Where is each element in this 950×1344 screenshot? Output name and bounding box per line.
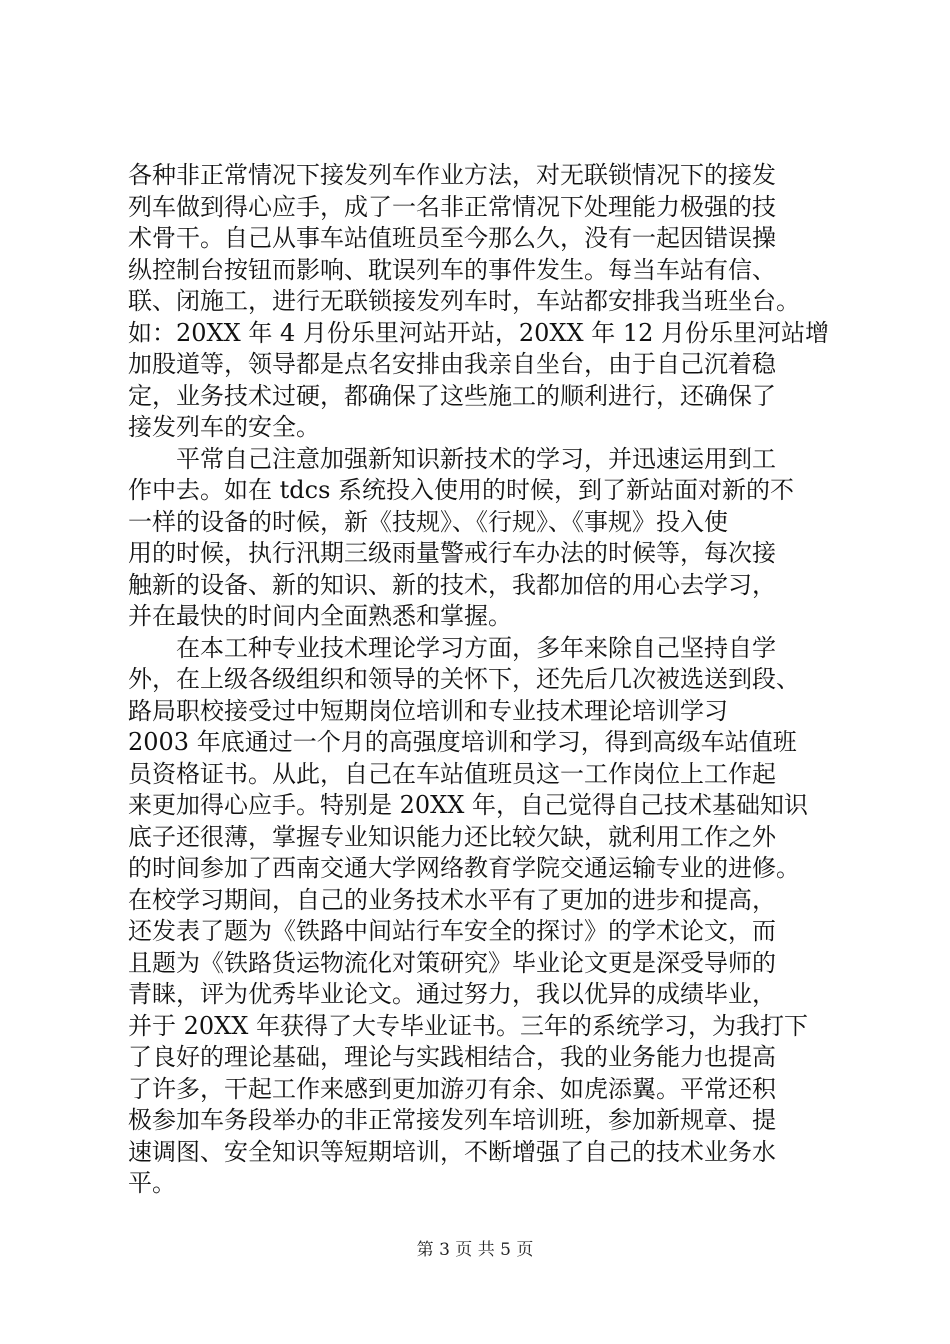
text-line: 了许多，干起工作来感到更加游刃有余、如虎添翼。平常还积 xyxy=(128,1074,776,1103)
text-line: 还发表了题为《铁路中间站行车安全的探讨》的学术论文，而 xyxy=(128,917,776,945)
text-line: 来更加得心应手。特别是 20XX 年，自己觉得自己技术基础知识 xyxy=(128,791,808,819)
text-line: 并在最快的时间内全面熟悉和掌握。 xyxy=(128,602,512,630)
text-line: 员资格证书。从此，自己在车站值班员这一工作岗位上工作起 xyxy=(128,759,776,788)
text-line: 在校学习期间，自己的业务技术水平有了更加的进步和提高， xyxy=(128,885,776,914)
text-line: 触新的设备、新的知识、新的技术，我都加倍的用心去学习， xyxy=(128,570,776,599)
document-body xyxy=(128,160,858,1200)
text-line: 一样的设备的时候，新《技规》、《行规》、《事规》投入使 xyxy=(128,507,728,536)
text-line: 外，在上级各级组织和领导的关怀下，还先后几次被选送到段、 xyxy=(128,665,800,693)
text-line: 平。 xyxy=(128,1169,176,1197)
text-line: 加股道等，领导都是点名安排由我亲自坐台，由于自己沉着稳 xyxy=(128,350,776,378)
text-line: 联、闭施工，进行无联锁接发列车时，车站都安排我当班坐台。 xyxy=(128,287,800,315)
text-line: 平常自己注意加强新知识新技术的学习，并迅速运用到工 xyxy=(128,444,776,473)
text-line: 且题为《铁路货运物流化对策研究》毕业论文更是深受导师的 xyxy=(128,948,776,977)
text-line: 并于 20XX 年获得了大专毕业证书。三年的系统学习，为我打下 xyxy=(128,1011,808,1040)
text-line: 列车做到得心应手，成了一名非正常情况下处理能力极强的技 xyxy=(128,192,776,221)
text-line: 在本工种专业技术理论学习方面，多年来除自己坚持自学 xyxy=(128,633,776,662)
text-line: 作中去。如在 tdcs 系统投入使用的时候，到了新站面对新的不 xyxy=(128,476,795,504)
text-line: 术骨干。自己从事车站值班员至今那么久，没有一起因错误操 xyxy=(128,224,776,252)
text-line: 纵控制台按钮而影响、耽误列车的事件发生。每当车站有信、 xyxy=(128,255,776,284)
text-line: 底子还很薄，掌握专业知识能力还比较欠缺，就利用工作之外 xyxy=(128,822,776,851)
text-line: 如：20XX 年 4 月份乐里河站开站，20XX 年 12 月份乐里河站增 xyxy=(128,318,830,347)
text-line: 路局职校接受过中短期岗位培训和专业技术理论培训学习 xyxy=(128,696,728,725)
text-line: 青睐，评为优秀毕业论文。通过努力，我以优异的成绩毕业， xyxy=(128,980,776,1008)
text-line: 极参加车务段举办的非正常接发列车培训班，参加新规章、提 xyxy=(128,1106,776,1134)
text-line: 的时间参加了西南交通大学网络教育学院交通运输专业的进修。 xyxy=(128,854,800,882)
page-footer: 第 3 页 共 5 页 xyxy=(416,1240,534,1260)
text-line: 2003 年底通过一个月的高强度培训和学习，得到高级车站值班 xyxy=(128,728,797,756)
text-line: 速调图、安全知识等短期培训，不断增强了自己的技术业务水 xyxy=(128,1137,776,1166)
text-line: 接发列车的安全。 xyxy=(128,413,320,441)
text-line: 各种非正常情况下接发列车作业方法，对无联锁情况下的接发 xyxy=(128,161,776,189)
text-line: 了良好的理论基础，理论与实践相结合，我的业务能力也提高 xyxy=(128,1043,776,1071)
text-line: 定，业务技术过硬，都确保了这些施工的顺利进行，还确保了 xyxy=(128,381,776,410)
text-line: 用的时候，执行汛期三级雨量警戒行车办法的时候等，每次接 xyxy=(128,539,776,567)
